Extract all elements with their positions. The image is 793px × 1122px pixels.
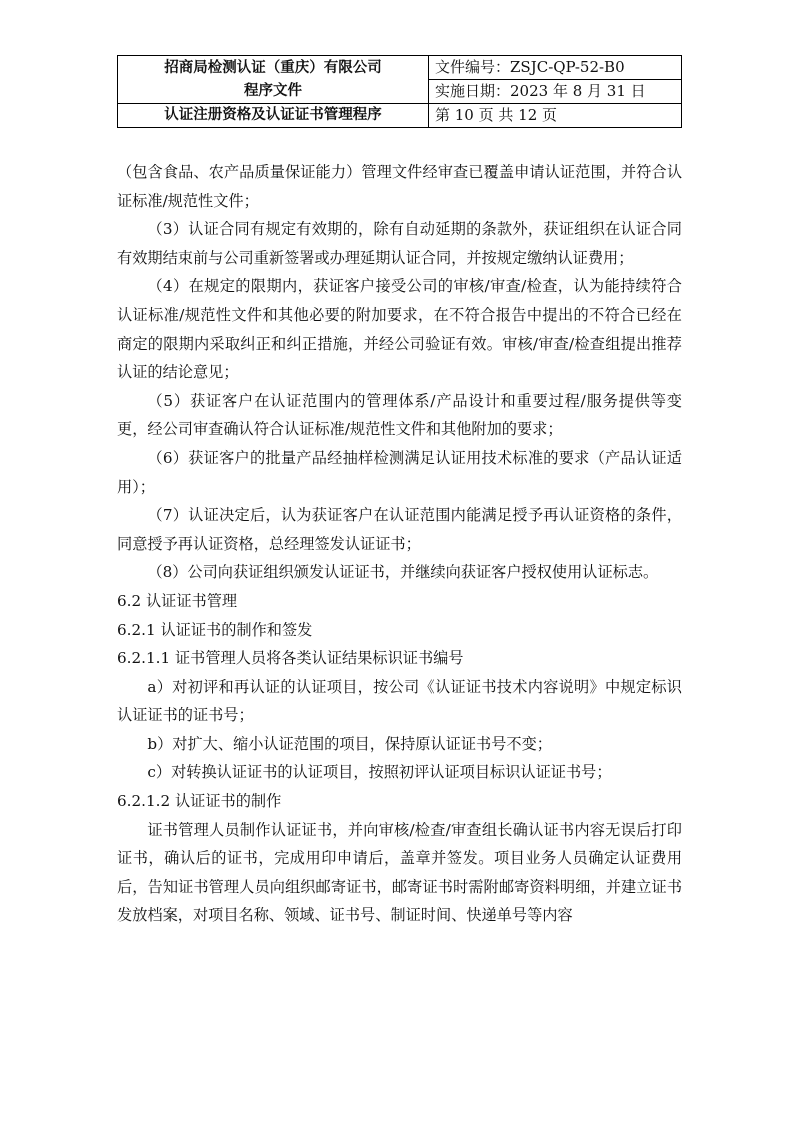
paragraph: 6.2.1.1 证书管理人员将各类认证结果标识证书编号 bbox=[117, 649, 464, 668]
paragraph: a）对初评和再认证的认证项目，按公司《认证证书技术内容说明》中规定标识认证证书的证书号； bbox=[117, 677, 682, 725]
paragraph: c）对转换认证证书的认证项目，按照初评认证项目标识认证证书号； bbox=[147, 763, 612, 782]
paragraph: 6.2 认证证书管理 bbox=[117, 591, 238, 610]
paragraph: （7）认证决定后，认为获证客户在认证范围内能满足授予再认证资格的条件，同意授予再认证资格，总经理签发认证证书； bbox=[117, 506, 682, 553]
company-name: 招商局检测认证（重庆）有限公司 bbox=[164, 59, 382, 76]
company-cell bbox=[118, 56, 429, 104]
paragraph: 6.2.1.2 认证证书的制作 bbox=[117, 792, 282, 811]
document-number: 文件编号：ZSJC-QP-52-B0 bbox=[429, 56, 682, 80]
paragraph: （包含食品、农产品质量保证能力）管理文件经审查已覆盖申请认证范围，并符合认证标准/规范性文件； bbox=[117, 163, 682, 210]
page-number: 第 10 页 共 12 页 bbox=[429, 104, 682, 128]
paragraph: 证书管理人员制作认证证书，并向审核/检查/审查组长确认证书内容无误后打印证书，确认后的证书，完成用印申请后，盖章并签发。项目业务人员确定认证费用后，告知证书管理人员向组织邮寄证书，邮寄证书时需附邮寄资料明细，并建立证书发放档案，对项目名称、领域、证书号、制证时间、快递单号等内容 bbox=[117, 820, 682, 925]
document-header-table bbox=[117, 55, 682, 128]
paragraph: （5）获证客户在认证范围内的管理体系/产品设计和重要过程/服务提供等变更，经公司审查确认符合认证标准/规范性文件和其他附加的要求； bbox=[117, 391, 682, 439]
paragraph: （8）公司向获证组织颁发认证证书，并继续向获证客户授权使用认证标志。 bbox=[147, 563, 659, 582]
paragraph: 6.2.1 认证证书的制作和签发 bbox=[117, 620, 313, 639]
paragraph: （6）获证客户的批量产品经抽样检测满足认证用技术标准的要求（产品认证适用）； bbox=[117, 448, 682, 496]
paragraph: b）对扩大、缩小认证范围的项目，保持原认证证书号不变； bbox=[147, 734, 552, 753]
paragraph: （4）在规定的限期内，获证客户接受公司的审核/审查/检查，认为能持续符合认证标准/规范性文件和其他必要的附加要求，在不符合报告中提出的不符合已经在商定的限期内采取纠正和纠正措施，并经公司验证有效。审核/审查/检查组提出推荐认证的结论意见； bbox=[117, 277, 682, 382]
document-type: 程序文件 bbox=[244, 82, 302, 99]
document-body bbox=[117, 158, 682, 930]
implementation-date: 实施日期：2023 年 8 月 31 日 bbox=[429, 80, 682, 104]
document-title: 认证注册资格及认证证书管理程序 bbox=[118, 104, 429, 128]
paragraph: （3）认证合同有规定有效期的，除有自动延期的条款外，获证组织在认证合同有效期结束前与公司重新签署或办理延期认证合同，并按规定缴纳认证费用； bbox=[117, 220, 682, 267]
